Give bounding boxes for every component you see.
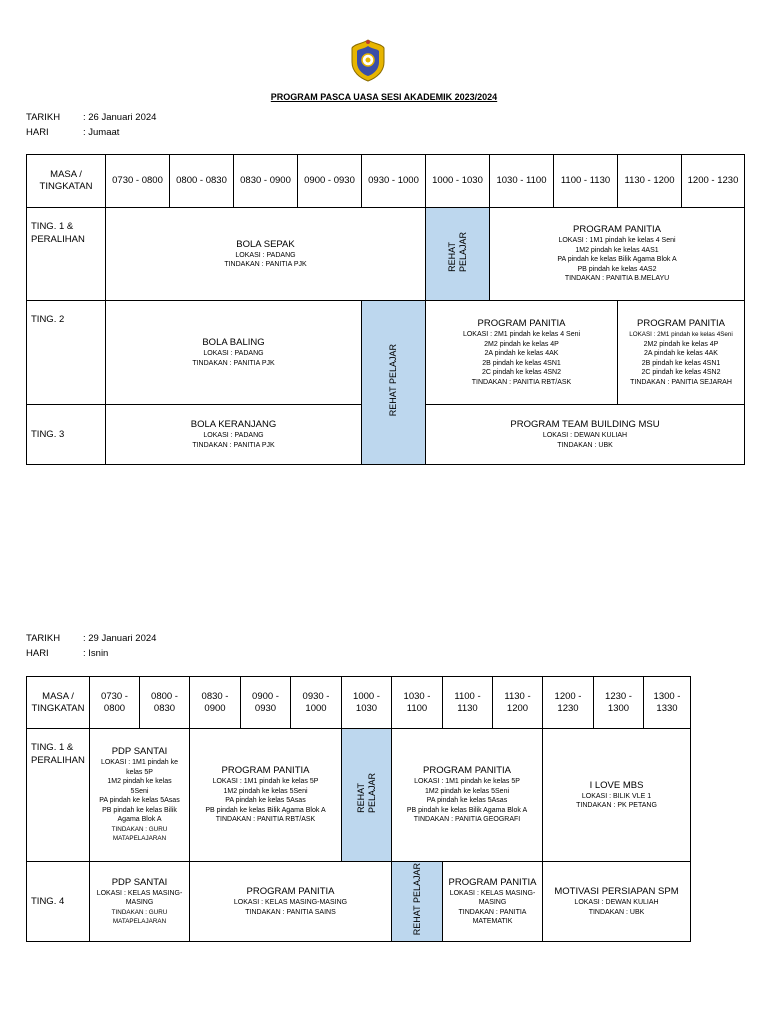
time-slot: 1030 - 1100 <box>392 677 443 729</box>
activity-pdp-santai: PDP SANTAI LOKASI : 1M1 pindah ke kelas 5P 1M2 pindah ke kelas 5Seni PA pindah ke kelas 5Asas PB pindah ke kelas Bilik Agama Blok A TINDAKAN : GURU MATAPELAJARAN <box>90 729 190 862</box>
time-slot: 1230 - 1300 <box>594 677 644 729</box>
row-ting4 <box>27 862 691 942</box>
rehat-pelajar: REHAT PELAJAR <box>392 862 443 942</box>
time-slot: 1100 - 1130 <box>443 677 493 729</box>
activity-motivasi-spm: MOTIVASI PERSIAPAN SPM LOKASI : DEWAN KULIAH TINDAKAN : UBK <box>543 862 691 942</box>
hari-label: HARI <box>26 648 49 659</box>
time-slot: 0900 - 0930 <box>241 677 291 729</box>
activity-bola-sepak: BOLA SEPAK LOKASI : PADANG TINDAKAN : PANITIA PJK <box>106 208 426 301</box>
row-ting1 <box>27 729 691 862</box>
time-slot: 0800 - 0830 <box>170 155 234 208</box>
rehat-pelajar: REHATPELAJAR <box>426 208 490 301</box>
activity-program-panitia-bm: PROGRAM PANITIA LOKASI : 1M1 pindah ke kelas 4 Seni 1M2 pindah ke kelas 4AS1 PA pindah ke kelas Bilik Agama Blok A PB pindah ke kelas 4AS2 TINDAKAN : PANITIA B.MELAYU <box>490 208 745 301</box>
time-slot: 1000 - 1030 <box>426 155 490 208</box>
day1-info <box>26 110 156 140</box>
row-ting1 <box>27 208 745 301</box>
document-title: PROGRAM PASCA UASA SESI AKADEMIK 2023/2024 <box>270 92 498 102</box>
activity-program-panitia-matematik: PROGRAM PANITIA LOKASI : KELAS MASING- MASING TINDAKAN : PANITIA MATEMATIK <box>443 862 543 942</box>
row-label-ting1: TING. 1 & PERALIHAN <box>27 729 90 862</box>
time-slot: 1130 - 1200 <box>493 677 543 729</box>
time-slot: 0730 - 0800 <box>106 155 170 208</box>
activity-team-building: PROGRAM TEAM BUILDING MSU LOKASI : DEWAN KULIAH TINDAKAN : UBK <box>426 405 745 465</box>
hari-label: HARI <box>26 127 49 138</box>
row-label-ting4: TING. 4 <box>27 862 90 942</box>
activity-program-panitia-geografi: PROGRAM PANITIA LOKASI : 1M1 pindah ke kelas 5P 1M2 pindah ke kelas 5Seni PA pindah ke kelas 5Asas PB pindah ke kelas Bilik Agama Blok A TINDAKAN : PANITIA GEOGRAFI <box>392 729 543 862</box>
rehat-pelajar: REHAT PELAJAR <box>362 301 426 465</box>
header-row <box>27 677 691 729</box>
activity-bola-keranjang: BOLA KERANJANG LOKASI : PADANG TINDAKAN : PANITIA PJK <box>106 405 362 465</box>
time-slot: 0730 - 0800 <box>90 677 140 729</box>
time-slot: 1200 - 1230 <box>543 677 594 729</box>
hari-value: : Isnin <box>83 648 109 659</box>
time-slot: 0800 - 0830 <box>140 677 190 729</box>
tarikh-label: TARIKH <box>26 633 61 644</box>
tarikh-value: : 29 Januari 2024 <box>83 633 157 644</box>
masa-tingkatan-header: MASA / TINGKATAN <box>27 155 106 208</box>
masa-tingkatan-header: MASA / TINGKATAN <box>27 677 90 729</box>
time-slot: 1100 - 1130 <box>554 155 618 208</box>
hari-value: : Jumaat <box>83 127 120 138</box>
time-slot: 0830 - 0900 <box>234 155 298 208</box>
time-slot: 0930 - 1000 <box>362 155 426 208</box>
schedule-table-day2 <box>26 676 691 942</box>
time-slot: 1300 - 1330 <box>644 677 691 729</box>
time-slot: 1000 - 1030 <box>342 677 392 729</box>
tarikh-value: : 26 Januari 2024 <box>83 112 157 123</box>
row-ting2 <box>27 301 745 405</box>
activity-program-panitia-rbt: PROGRAM PANITIA LOKASI : 1M1 pindah ke kelas 5P 1M2 pindah ke kelas 5Seni PA pindah ke kelas 5Asas PB pindah ke kelas Bilik Agama Blok A TINDAKAN : PANITIA RBT/ASK <box>190 729 342 862</box>
time-slot: 1200 - 1230 <box>682 155 745 208</box>
school-crest-logo <box>350 38 386 82</box>
row-label-ting3: TING. 3 <box>27 405 106 465</box>
day2-info <box>26 631 156 661</box>
activity-bola-baling: BOLA BALING LOKASI : PADANG TINDAKAN : PANITIA PJK <box>106 301 362 405</box>
rehat-pelajar: REHATPELAJAR <box>342 729 392 862</box>
activity-program-panitia-sains: PROGRAM PANITIA LOKASI : KELAS MASING-MASING TINDAKAN : PANITIA SAINS <box>190 862 392 942</box>
schedule-table-day1 <box>26 154 745 465</box>
time-slot: 0930 - 1000 <box>291 677 342 729</box>
row-label-ting2: TING. 2 <box>27 301 106 405</box>
time-slot: 0900 - 0930 <box>298 155 362 208</box>
activity-program-panitia-rbt: PROGRAM PANITIA LOKASI : 2M1 pindah ke kelas 4 Seni 2M2 pindah ke kelas 4P 2A pindah ke kelas 4AK 2B pindah ke kelas 4SN1 2C pindah ke kelas 4SN2 TINDAKAN : PANITIA RBT/ASK <box>426 301 618 405</box>
time-slot: 1030 - 1100 <box>490 155 554 208</box>
time-slot: 1130 - 1200 <box>618 155 682 208</box>
activity-pdp-santai: PDP SANTAI LOKASI : KELAS MASING- MASING TINDAKAN : GURU MATAPELAJARAN <box>90 862 190 942</box>
time-slot: 0830 - 0900 <box>190 677 241 729</box>
activity-program-panitia-sejarah: PROGRAM PANITIA LOKASI : 2M1 pindah ke kelas 4Seni 2M2 pindah ke kelas 4P 2A pindah ke kelas 4AK 2B pindah ke kelas 4SN1 2C pindah ke kelas 4SN2 TINDAKAN : PANITIA SEJARAH <box>618 301 745 405</box>
header-row <box>27 155 745 208</box>
activity-i-love-mbs: I LOVE MBS LOKASI : BILIK VLE 1 TINDAKAN : PK PETANG <box>543 729 691 862</box>
row-label-ting1: TING. 1 & PERALIHAN <box>27 208 106 301</box>
tarikh-label: TARIKH <box>26 112 61 123</box>
